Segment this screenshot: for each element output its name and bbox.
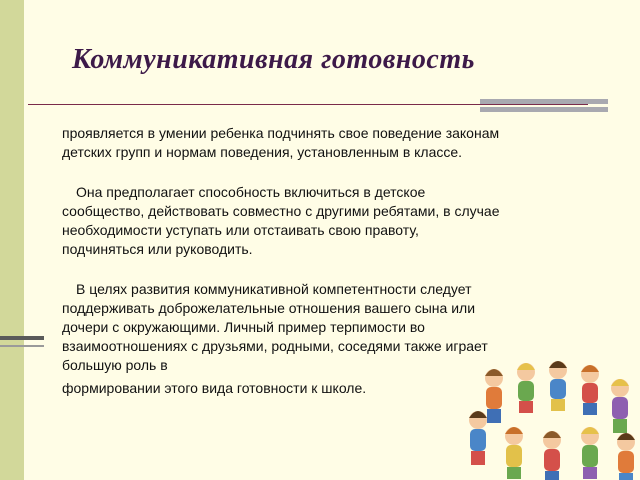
left-accent-bar — [0, 0, 24, 480]
kid-8-icon — [543, 431, 561, 480]
rule-decoration-bottom — [480, 107, 608, 112]
children-circle-illustration — [464, 358, 640, 480]
kid-4-icon — [581, 365, 599, 415]
left-divider-mark — [0, 336, 44, 340]
slide-body — [62, 124, 502, 398]
kid-9-icon — [581, 427, 599, 479]
kid-7-icon — [505, 427, 523, 479]
kid-1-icon — [485, 369, 503, 423]
paragraph-3 — [62, 280, 502, 398]
kid-10-icon — [617, 433, 635, 480]
paragraph-3-last-line: формировании этого вида готовности к школе. — [62, 380, 367, 396]
title-rule — [28, 104, 588, 105]
kid-2-icon — [517, 363, 535, 413]
paragraph-2-text: Она предполагает способность включиться в детское сообщество, действовать совместно с другими ребятами, в случае необходимости уступать или отстаивать свою правоту, подчиняться или руководить. — [62, 184, 500, 257]
kid-5-icon — [611, 379, 629, 433]
paragraph-2 — [62, 183, 502, 259]
rule-decoration-top — [480, 99, 608, 104]
kid-6-icon — [469, 411, 487, 465]
kid-3-icon — [549, 361, 567, 411]
slide-title: Коммуникативная готовность — [72, 44, 475, 75]
left-divider-mark-thin — [0, 345, 44, 347]
paragraph-1: проявляется в умении ребенка подчинять свое поведение законам детских групп и нормам поведения, установленным в классе. — [62, 125, 500, 160]
paragraph-3-text: В целях развития коммуникативной компетентности следует поддерживать доброжелательные отношения вашего сына или дочери с окружающими. Личный пример терпимости во взаимоотношениях с друзьями, родными, соседями также играет большую роль в — [62, 281, 488, 373]
